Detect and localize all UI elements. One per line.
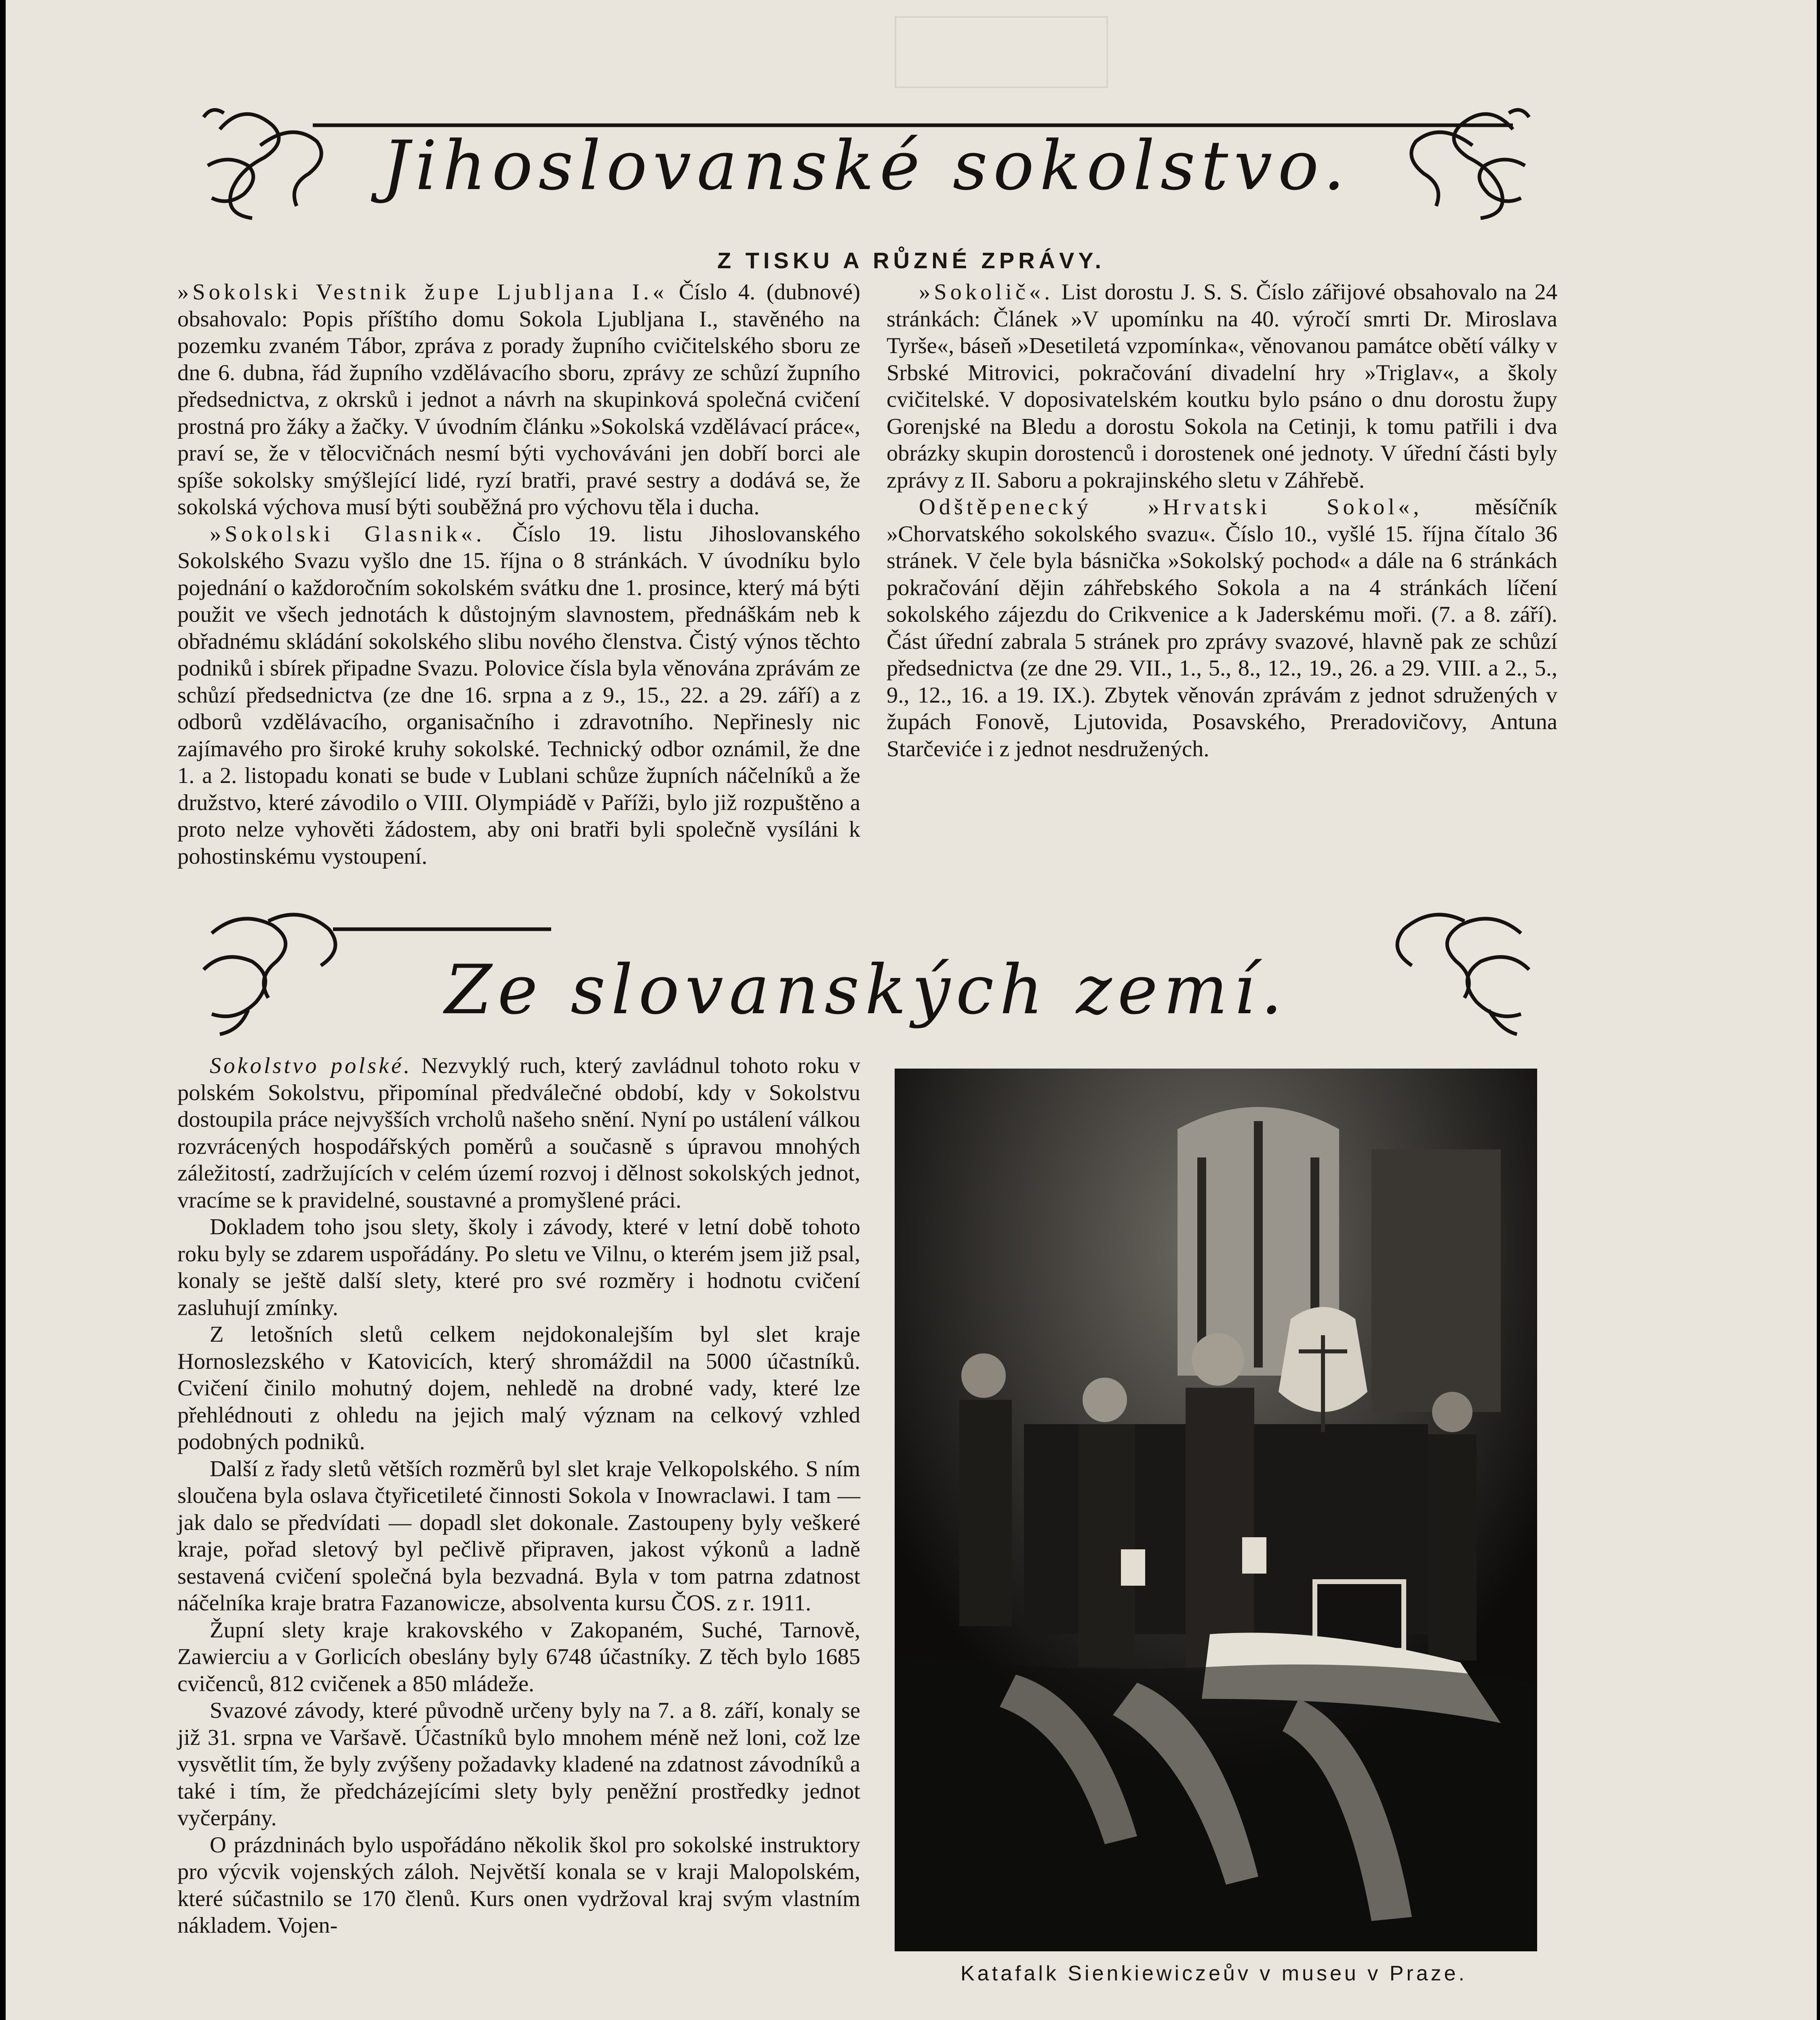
section2-column [177,1052,860,1939]
header1-title: Jihoslovanské sokolstvo. [382,126,1350,205]
article-paragraph [177,1052,860,1214]
scan-artifact [895,16,1108,88]
article-paragraph [177,1321,860,1456]
section1-left-column [177,279,860,870]
article-text: měsíčník »Chorvatského sokolského svazu«. Číslo 10., vyšlé 15. října čítalo 36 stránek. V čele byla básnička »Sokolský pochod« a dále na 6 stránkách pokračování dějin záhřebského Sokola a na 4 stránkách líčení sokolského zájezdu do Crikvenice a k Jaderskému moři. (7. a 8. září). Část úřední zabrala 5 stránek pro zprávy svazové, hlavně pak ze schůzí předsednictva (ze dne 29. VII., 1., 5., 8., 12., 19., 26. a 29. VIII. a 2., 5., 9., 12., 16. a 19. IX.). Zbytek věnován zprávám z jednot sdružených v župách Fonově, Ljutovida, Posavského, Preradovičovy, Antuna Starčeviće i z jednot nesdružených. [887,494,1557,762]
article-paragraph [177,1456,860,1617]
header-jihoslovanske-sokolstvo [196,97,1537,230]
photo-katafalk [895,1069,1537,1951]
article-text: Dokladem toho jsou slety, školy i závody, které v letní době tohoto roku byly se zdarem uspořádány. Po sletu ve Vilnu, o kterém jsem již psal, konaly se ještě další slety, které pro své rozměry i hodnotu cvičení zasluhují zmínky. [177,1214,860,1320]
photo-illustration [895,1069,1537,1951]
article-text: Číslo 19. listu Jihoslovanského Sokolského Svazu vyšlo dne 15. října o 8 stránkách. V úvodníku bylo pojednání o každoročním sokolském svátku dne 1. prosince, který má býti použit ve všech jednotách k důstojným slavnostem, přednáškám neb k obřadnému skládání sokolského slibu nového členstva. Čistý výnos těchto podniků i sbírek připadne Svazu. Polovice čísla byla věnována zprávám ze schůzí předsednictva (ze dne 16. srpna a z 9., 15., 22. a 29. září) a z odborů vzdělávacího, organisačního i zdravotního. Nepřinesly nic zajímavého pro široké kruhy sokolské. Technický odbor oznámil, že dne 1. a 2. listopadu konati se bude v Lublani schůze župních náčelníků a že družstvo, které závodilo o VIII. Olympiádě v Paříži, bylo již rozpuštěno a proto nelze vyhověti žádostem, aby oni bratři byli společně vysíláni k pohostinskému vystoupení. [177,521,860,869]
article-paragraph [887,279,1557,494]
article-text: Nezvyklý ruch, který zavládnul tohoto roku v polském Sokolstvu, připomínal předválečné období, kdy v Sokolstvu dostoupila práce nejvyšších vrcholů našeho snění. Nyní po ustálení válkou rozvrácených hospodářských poměrů a současně s úpravou mnohých záležitostí, zadržujících v celém území rozvoj i dělnost sokolských jednot, vracíme se k pravidelné, soustavné a promyšlené práci. [177,1053,860,1213]
page [6,0,1817,2020]
header-ze-slovanskych-zemi [196,909,1537,1042]
section1-right-column [887,279,1557,762]
article-text: Svazové závody, které původně určeny byly na 7. a 8. září, konaly se již 31. srpna ve Varšavě. Účastníků bylo mnohem méně než loni, což lze vysvětlit tím, že byly zvýšeny požadavky kladené na zdatnost závodníků a také i tím, že předcházejícími slety byly peněžní prostředky jednot vyčerpány. [177,1698,860,1831]
article-paragraph [177,1832,860,1939]
article-text: Další z řady sletů větších rozměrů byl slet kraje Velkopolského. S ním sloučena byla oslava čtyřicetileté činnosti Sokola v Inowraclawi. I tam — jak dalo se předvídati — dopadl slet dokonale. Zastoupeny byly veškeré kraje, pořad sletový byl pečlivě připraven, jakost výkonů a ladně sestavená cvičení společná byla bezvadná. Byla v tom patrna zdatnost náčelníka kraje bratra Fazanowicze, absolventa kursu ČOS. z r. 1911. [177,1456,860,1616]
article-paragraph [177,1617,860,1698]
article-text: O prázdninách bylo uspořádáno několik škol pro sokolské instruktory pro výcvik vojenských záloh. Největší konala se v kraji Malopolském, které súčastnilo se 170 členů. Kurs onen vydržoval kraj svým vlastním nákladem. Vojen- [177,1832,860,1938]
article-text: Z letošních sletů celkem nejdokonalejším byl slet kraje Hornoslezského v Katovicích, který shromáždil na 5000 účastníků. Cvičení činilo mohutný dojem, nehledě na drobné vady, které lze přehlédnouti z ohledu na jejich malý význam na celkový vzhled podobných podniků. [177,1322,860,1454]
article-text: Číslo 4. (dubnové) obsahovalo: Popis příštího domu Sokola Ljubljana I., stavěného na pozemku zvaném Tábor, zpráva z porady župního cvičitelského sboru ze dne 6. dubna, řád župního vzdělávacího sboru, zprávy ze schůzí župního předsednictva, z okrsků i jednot a návrh na skupinková společná cvičení prostná pro žáky a žačky. V úvodním článku »Sokolská vzdělávací práce«, praví se, že v tělocvičnách nesmí býti vychováváni jen dobří borci ale spíše sokolsky smýšlející lidé, ryzí bratři, pravé sestry a dodává se, že sokolská výchova musí býti souběžná pro výchovu těla i ducha. [177,280,860,520]
photo-caption: Katafalk Sienkiewiczeův v museu v Praze. [961,1962,1467,1985]
article-paragraph [887,494,1557,762]
header2-title: Ze slovanských zemí. [444,950,1288,1029]
article-paragraph [177,279,860,521]
article-lead: »Sokolski Glasnik«. [210,521,485,547]
article-lead: Sokolstvo polské. [210,1053,412,1078]
article-lead: Odštěpenecký »Hrvatski Sokol«, [919,494,1423,520]
article-paragraph [177,1697,860,1832]
article-text: List dorostu J. S. S. Číslo zářijové obsahovalo na 24 stránkách: Článek »V upomínku na 40. výročí smrti Dr. Miroslava Tyrše«, báseň »Desetiletá vzpomínka«, věnovanou památce obětí války v Srbské Mitrovici, pokračování divadelní hry »Triglav«, a školy cvičitelské. V doposivatelském koutku bylo psáno o dnu dorostu župy Gorenjské na Bledu a dorostu Sokola na Cetinji, k tomu patřili i dva obrázky skupin dorostenců i dorostenek oné jednoty. V úřední části byly zprávy z II. Saboru a pokrajinského sletu v Záhřebě. [887,280,1557,493]
article-text: Župní slety kraje krakovského v Zakopaném, Suché, Tarnově, Zawierciu a v Gorlicích obeslány byly 6748 účastníky. Z těch bylo 1685 cvičenců, 812 cvičenek a 850 mládeže. [177,1617,860,1696]
section1-subtitle: Z TISKU A RŮZNÉ ZPRÁVY. [717,248,1106,273]
article-paragraph [177,521,860,870]
article-lead: »Sokolič«. [919,280,1054,305]
article-lead: »Sokolski Vestnik župe Ljubljana I.« [177,280,668,305]
article-paragraph [177,1214,860,1321]
